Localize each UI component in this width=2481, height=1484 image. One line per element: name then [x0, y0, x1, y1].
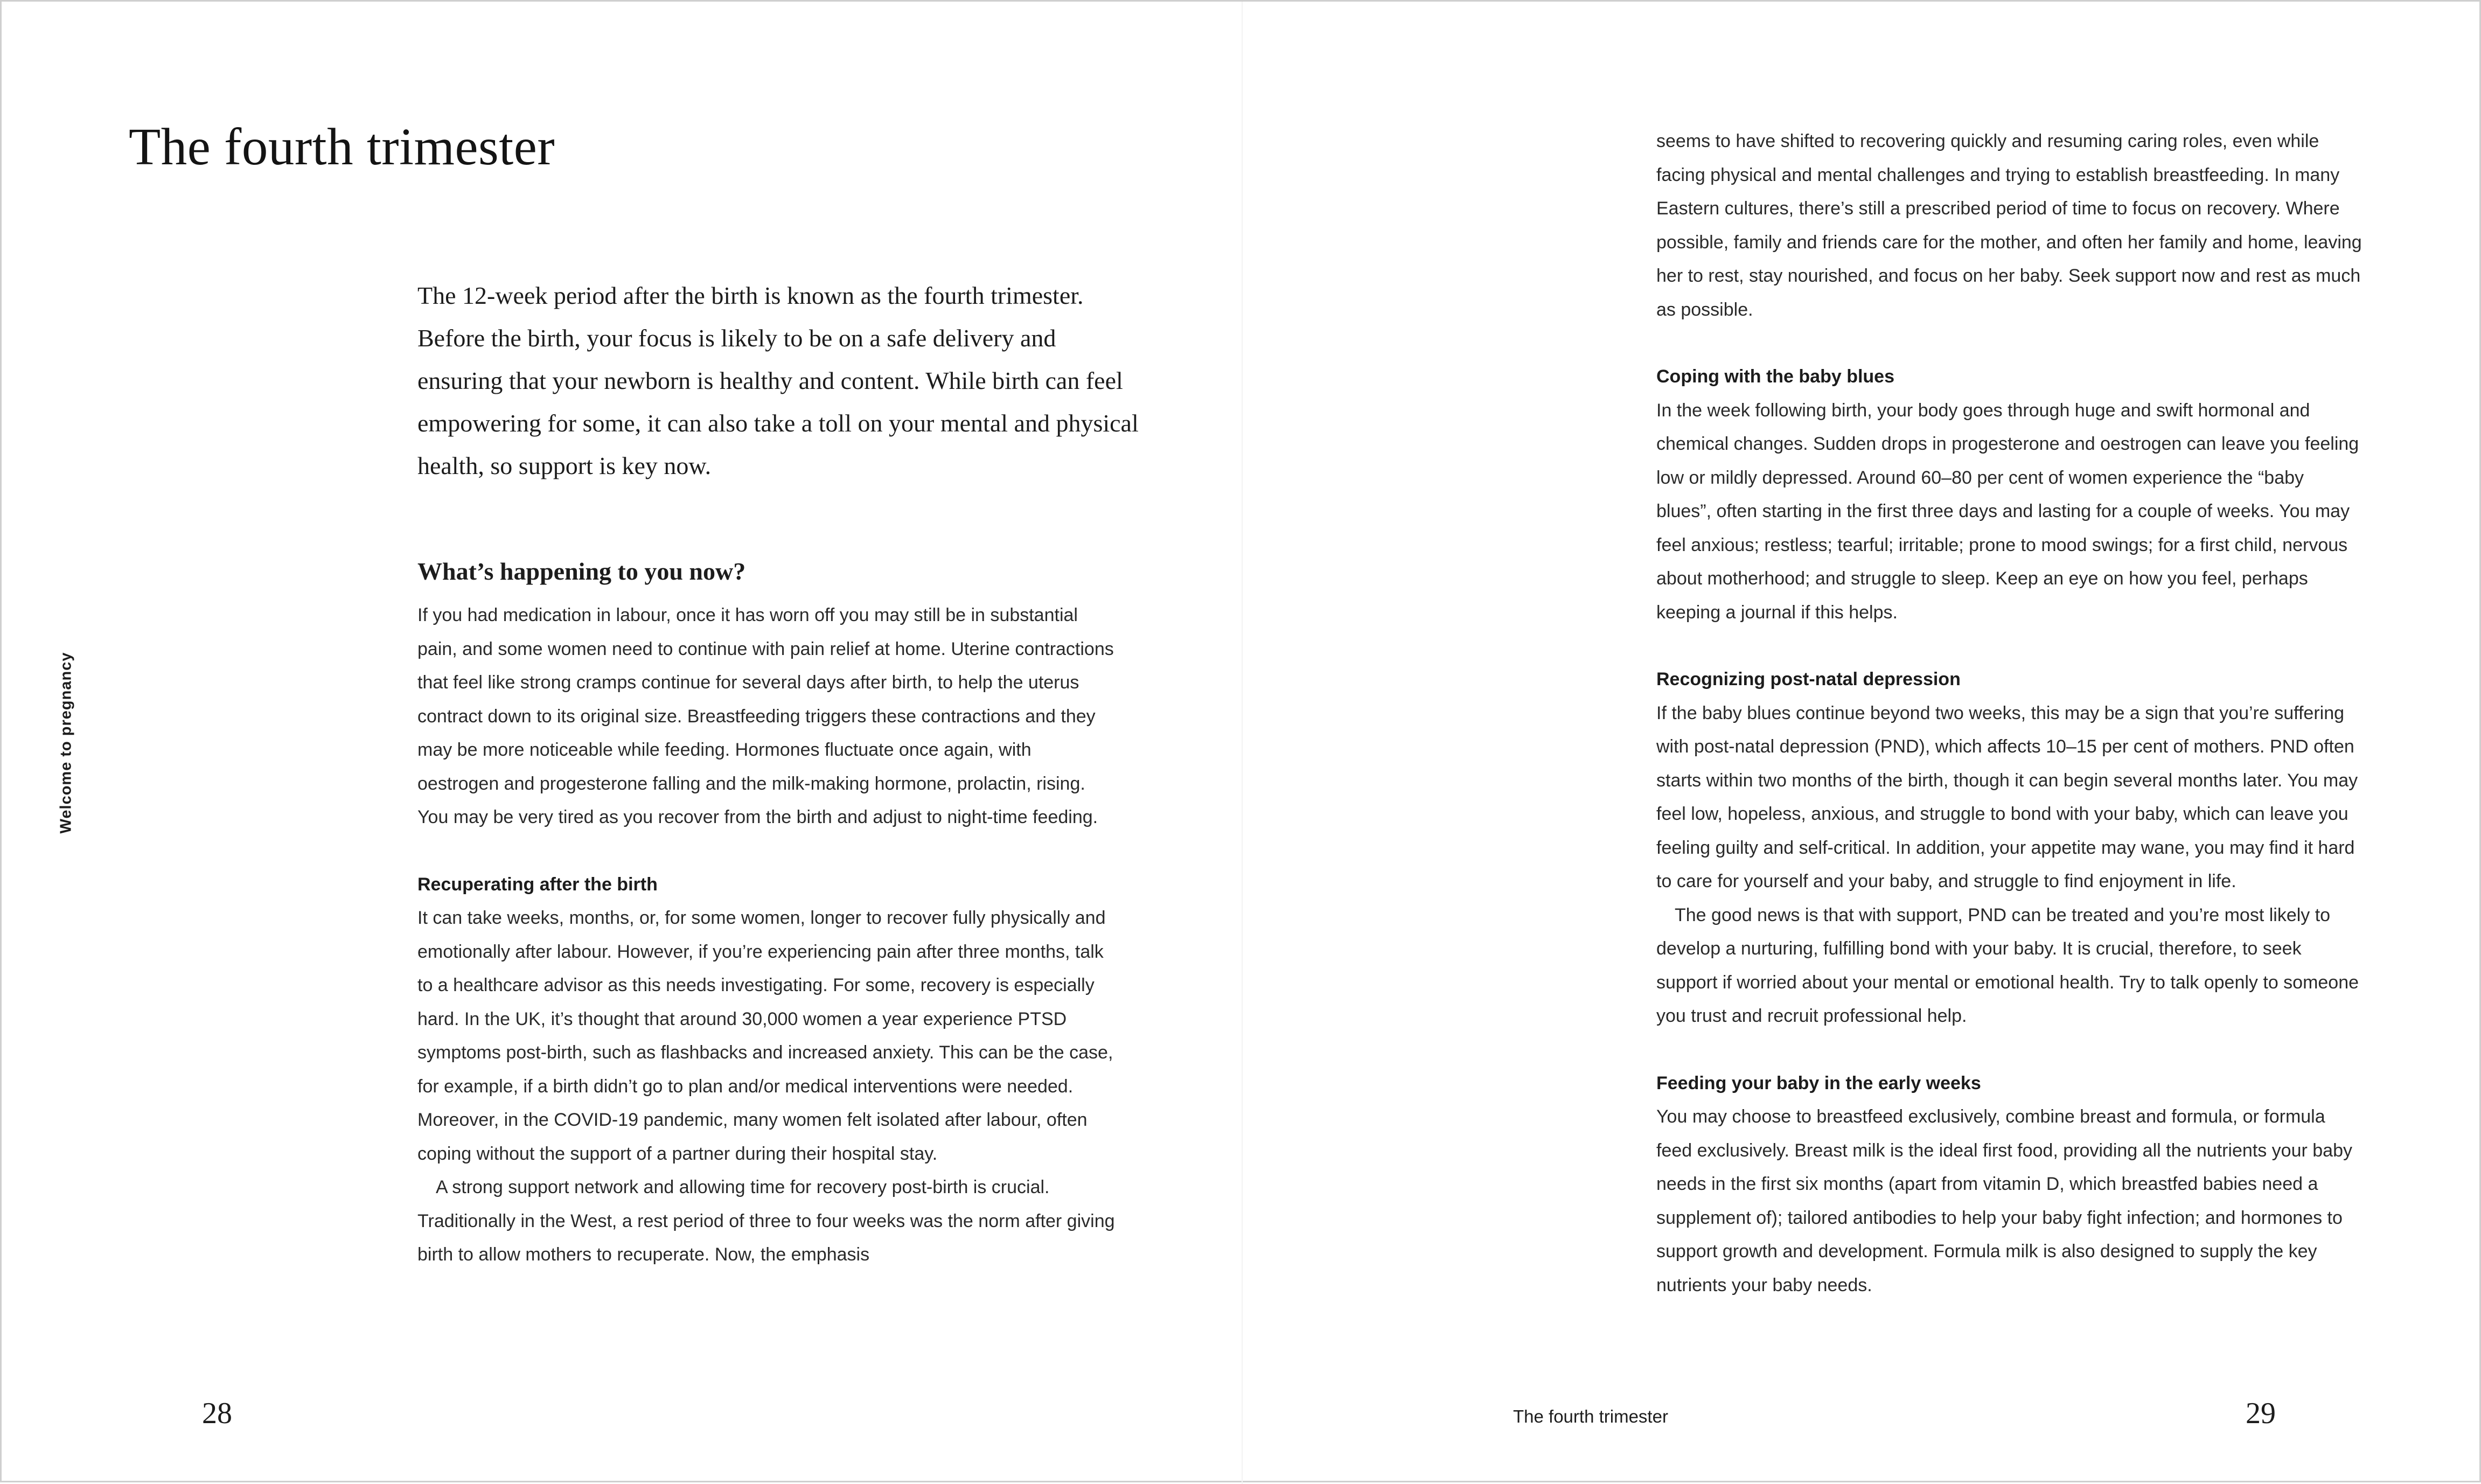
page-number-right: 29: [2246, 1397, 2276, 1430]
subheading-recuperating: Recuperating after the birth: [417, 874, 658, 895]
subheading-baby-blues: Coping with the baby blues: [1656, 366, 1894, 387]
body-paragraph: A strong support network and allowing time for recovery post-birth is crucial. Traditionally in the West, a rest period of three to four weeks was the norm after giving birth to allow mothers to recuperate. Now, the emphasis: [417, 1177, 1115, 1265]
body-paragraph: If the baby blues continue beyond two weeks, this may be a sign that you’re suffering with post-natal depression (PND), which affects 10–15 per cent of mothers. PND often starts within two months of the birth, though it can begin several months later. You may feel low, hopeless, anxious, and struggle to bond with your baby, which can leave you feeling guilty and self-critical. In addition, your appetite may wane, you may find it hard to care for yourself and your baby, and struggle to find enjoyment in life.: [1656, 702, 2358, 891]
right-column: [1656, 124, 2362, 1302]
body-paragraph: seems to have shifted to recovering quickly and resuming caring roles, even while facing physical and mental challenges and trying to establish breastfeeding. In many Eastern cultures, there’s still a prescribed period of time to focus on recovery. Where possible, family and friends care for the mother, and often her family and home, leaving her to rest, stay nourished, and focus on her baby. Seek support now and rest as much as possible.: [1656, 131, 2362, 320]
intro-paragraph: The 12-week period after the birth is known as the fourth trimester. Before the birth, your focus is likely to be on a safe delivery and ensuring that your newborn is healthy and content. While birth can feel empowering for some, it can also take a toll on your mental and physical health, so support is key now.: [417, 282, 1139, 479]
chapter-title: The fourth trimester: [129, 118, 555, 176]
page-gutter: [1242, 2, 1243, 1484]
body-paragraph: You may choose to breastfeed exclusively, combine breast and formula, or formula feed exclusively. Breast milk is the ideal first food, providing all the nutrients your baby needs in the first six months (apart from vitamin D, which breastfed babies need a supplement of); tailored antibodies to help your baby fight infection; and hormones to support growth and development. Formula milk is also designed to supply the key nutrients your baby needs.: [1656, 1106, 2352, 1295]
subheading-post-natal-depression: Recognizing post-natal depression: [1656, 669, 1961, 689]
page-number-left: 28: [202, 1397, 232, 1430]
left-column: [417, 550, 1118, 1272]
running-footer: The fourth trimester: [1513, 1406, 1668, 1426]
body-paragraph: The good news is that with support, PND can be treated and you’re most likely to develop a nurturing, fulfilling bond with your baby. It is crucial, therefore, to seek support if worried about your mental or emotional health. Try to talk openly to someone you trust and recruit professional help.: [1656, 904, 2359, 1026]
body-paragraph: It can take weeks, months, or, for some women, longer to recover fully physically and emotionally after labour. However, if you’re experiencing pain after three months, talk to a healthcare advisor as this needs investigating. For some, recovery is especially hard. In the UK, it’s thought that around 30,000 women a year experience PTSD symptoms post-birth, such as flashbacks and increased anxiety. This can be the case, for example, if a birth didn’t go to plan and/or medical interventions were needed. Moreover, in the COVID-19 pandemic, many women felt isolated after labour, often coping without the support of a partner during their hospital stay.: [417, 908, 1113, 1164]
subheading-feeding: Feeding your baby in the early weeks: [1656, 1072, 1981, 1093]
body-paragraph: In the week following birth, your body goes through huge and swift hormonal and chemical changes. Sudden drops in progesterone and oestrogen can leave you feeling low or mildly depressed. Around 60–80 per cent of women experience the “baby blues”, often starting in the first three days and lasting for a couple of weeks. You may feel anxious; restless; tearful; irritable; prone to mood swings; for a first child, nervous about motherhood; and struggle to sleep. Keep an eye on how you feel, perhaps keeping a journal if this helps.: [1656, 400, 2359, 623]
section-heading: What’s happening to you now?: [417, 558, 746, 585]
body-paragraph: If you had medication in labour, once it has worn off you may still be in substantial pain, and some women need to continue with pain relief at home. Uterine contractions that feel like strong cramps continue for several days after birth, to help the uterus contract down to its original size. Breastfeeding triggers these contractions and they may be more noticeable while feeding. Hormones fluctuate once again, with oestrogen and progesterone falling and the milk-making hormone, prolactin, rising. You may be very tired as you recover from the birth and adjust to night-time feeding.: [417, 605, 1114, 827]
section-side-label: Welcome to pregnancy: [57, 652, 75, 834]
